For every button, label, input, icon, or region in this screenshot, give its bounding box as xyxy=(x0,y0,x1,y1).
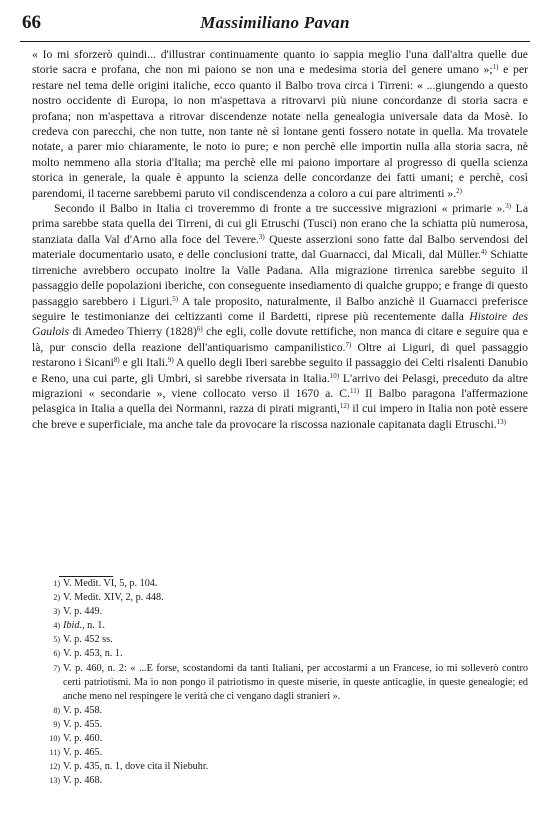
footnote-ref: 4) xyxy=(480,248,487,257)
running-title: Massimiliano Pavan xyxy=(200,13,350,32)
paragraph-1: « Io mi sforzerò quindi... d'illustrar continuamente quanto io sappia meglio l'una dall'altra quelle due storie sacra e profana, che non mi paiono se non una e medesima storia del genere umano »;$^{1)}$ e per restare nel tema delle origini italiche, ecco quanto il Balbo trova circa i Tirreni: « ...giungendo a questo nostro occidente di Europa, io non m'aspettava a ritrovarvi più niune concordanze di storia sacra e profana; non m'aspettava a ritrovar discendenze notate nella genealogia universale data da Mosè. Io credeva con parecchi, che non tutte, non tante nè sì lontane genti fossero notate in quella. Ma trovatele notate, a parer mio chiaramente, le noto io pure; e non perchè elle importin nulla alla storia sacra, nè molto nemmeno alla storia d'Italia; ma perchè elle mi paiono importare al progresso di quella scienza storica in generale, la quale è appunto la scienza delle concordanze dei fatti umani; e perchè, così parendomi, il tacerne sarebbemi paruto vil condiscendenza a coloro a cui pare altrimenti ».$^{2)}$ xyxy=(32,48,528,200)
footnote: 5) V. p. 452 ss. xyxy=(53,634,113,646)
footnote-ref: 8) xyxy=(113,356,120,365)
footnote: 3) V. p. 449. xyxy=(53,606,103,618)
footnote: 2) V. Medit. XIV, 2, p. 448. xyxy=(53,592,164,604)
footnote-ref: 13) xyxy=(496,417,507,426)
page-header xyxy=(22,12,528,36)
footnote-ref: 2) xyxy=(456,186,462,195)
footnote-ref: 11) xyxy=(350,386,360,395)
footnote-ref: 5) xyxy=(172,294,179,303)
footnote-ref: 9) xyxy=(167,356,174,365)
footnote: 6) V. p. 453, n. 1. xyxy=(53,648,123,660)
footnote-ref: 12) xyxy=(339,402,350,411)
footnote-ref: 6) xyxy=(196,325,203,334)
footnote: 4) Ibid., n. 1. xyxy=(53,620,105,632)
footnote: 7) V. p. 460, n. 2: « ...E forse, scostandomi da tanti Italiani, per accostarmi a un Francese, io mi solleverò contro certi patriotismi. Ma io non pongo il patriotismo in queste miserie, in queste anticaglie, in queste genealogie; ed anche meno nel respingere le verità che ci vengano dagli stranieri ». xyxy=(53,662,528,702)
footnote-ref: 3) xyxy=(505,202,512,211)
footnote-ref: 3) xyxy=(258,232,265,241)
header-rule xyxy=(20,41,530,42)
book-title: Histoire des Gaulois xyxy=(32,309,528,339)
footnotes xyxy=(47,577,528,788)
page-number: 66 xyxy=(22,12,41,33)
footnote-ref: 7) xyxy=(345,340,352,349)
footnote-ref: 1) xyxy=(492,63,499,72)
footnote: 13) V. p. 468. xyxy=(49,775,103,787)
paragraph-2: Secondo il Balbo in Italia ci troveremmo di fronte a tre successive migrazioni « primarie ».$^{3)}$ La prima sarebbe stata quella dei Tirreni, di cui gli Etruschi (Tusci) non erano che la schiatta più numerosa, stanziata dalla Val d'Arno alla foce del Tevere.$^{3)}$ Queste asserzioni sono fatte dal Balbo servendosi del materiale documentario usato, e delle conclusioni tratte, dal Guarnacci, dal Micali, dal Müller.$^{4)}$ Schiatte tirreniche avrebbero occupato inoltre la Valle Padana. Alla migrazione tirrenica sarebbe seguito il passaggio delle popolazioni iberiche, con conseguente insediamento di qualche gruppo; e frange di questo passaggio sarebbero i Liguri.$^{5)}$ A tale proposito, naturalmente, il Balbo anzichè il Guarnacci preferisce seguire le testimonianze dei celtizzanti come il Bardetti, riprese più recentemente dalla Histoire des Gaulois di Amedeo Thierry $(1828)^{6)}$ che egli, colle dovute rettifiche, non manca di citare e seguire qua e là, pur conscio della reazione dell'antiquarismo campanilistico.$^{7)}$ Oltre ai Liguri, di quel passaggio restarono i Sicani$^{8)}$ e gli Itali.$^{9)}$ A quello degli Iberi sarebbe seguito il passaggio dei Celti risalenti Danubio e Reno, una cui parte, gli Umbri, si sarebbe riversata in Italia.$^{10)}$ L'arrivo dei Pelasgi, preceduto da altre migrazioni « secondarie », viene collocato verso il 1670 a. C.$^{11)}$ Il Balbo paragona l'affermazione pelasgica in Italia a quella dei Normanni, razza di pirati migranti,$^{12)}$ il cui impero in Italia non potè essere che breve e superficiale, ma anche tale da provocare la riscossa nazionale capitanata dagli Etruschi.$^{13)}$ xyxy=(32,202,529,431)
main-text xyxy=(32,47,528,432)
footnote: 8) V. p. 458. xyxy=(53,704,103,716)
footnote: 12) V. p. 435, n. 1, dove cita il Niebuhr. xyxy=(49,761,209,773)
footnote-ref: 10) xyxy=(329,371,340,380)
footnote: 11) V. p. 465. xyxy=(49,747,103,759)
footnote: 9) V. p. 455. xyxy=(53,718,103,730)
footnote: 1) V. Medit. VI, 5, p. 104. xyxy=(53,578,158,589)
footnote: 10) V. p. 460. xyxy=(49,733,103,745)
